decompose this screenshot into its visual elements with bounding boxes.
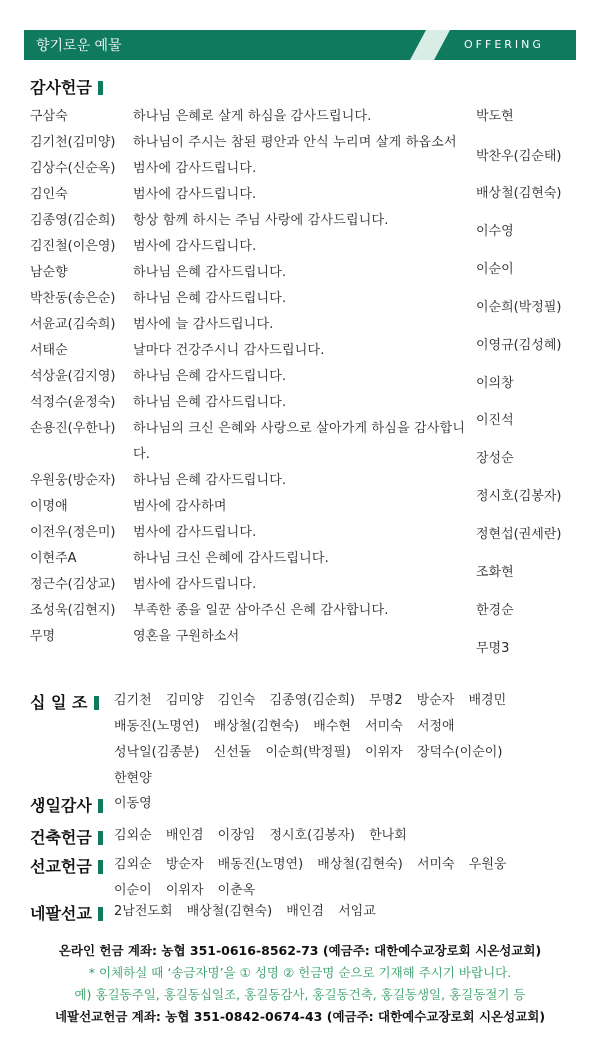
online-account: 온라인 헌금 계좌: 농협 351-0616-8562-73 (예금주: 대한예수교장로회 시온성교회): [58, 943, 542, 958]
donor-name: 이순이: [476, 262, 514, 277]
thanks-message: 하나님 크신 은혜에 감사드립니다.: [133, 551, 329, 566]
thanks-row: [30, 624, 478, 650]
member-name: 이순이: [114, 883, 152, 898]
group-title: [30, 854, 103, 877]
donor-name: 이영규(김성혜): [476, 338, 562, 353]
thanks-message: 하나님 은혜 감사드립니다.: [133, 395, 287, 410]
donor-name: 이의창: [476, 376, 514, 391]
member-name: 방순자: [416, 693, 455, 708]
member-name: 배동진(노명연): [217, 857, 304, 872]
group-title: [30, 793, 103, 816]
member-name: 김외순: [114, 828, 152, 843]
banner-divider: [410, 30, 450, 60]
thanks-row: [30, 364, 478, 390]
member-name: 김외순: [114, 857, 152, 872]
thanks-row: [30, 546, 478, 572]
thanks-row: [30, 416, 478, 468]
thanks-row: [30, 234, 478, 260]
thanks-message: 하나님 은혜 감사드립니다.: [133, 265, 287, 280]
transfer-instruction: * 이체하실 때 ‘송금자명’을 ① 성명 ② 헌금명 순으로 기재해 주시기 바랍니다.: [88, 965, 512, 980]
group-title-text: 선교헌금: [30, 857, 92, 876]
thanks-message: 범사에 감사드립니다.: [133, 187, 257, 202]
member-name: 서미숙: [365, 719, 403, 734]
thanks-row: [30, 286, 478, 312]
member-name: 우원웅: [468, 857, 507, 872]
member-name: 이동영: [114, 796, 152, 811]
member-name: 서정애: [416, 719, 455, 734]
group-names: [114, 899, 544, 925]
thanks-row: [30, 520, 478, 546]
member-name: 방순자: [165, 857, 204, 872]
donor-name: 박도현: [476, 109, 514, 124]
donor-name: 장성순: [476, 451, 514, 466]
member-name: 2남전도회: [114, 904, 173, 919]
page-subtitle: OFFERING: [464, 38, 544, 51]
section-marker-icon: [98, 831, 103, 845]
member-name: 배인겸: [286, 904, 324, 919]
member-name: 배상철(김현숙): [186, 904, 273, 919]
thanks-message: 범사에 늘 감사드립니다.: [133, 317, 274, 332]
section-marker-icon: [98, 907, 103, 921]
section-marker-icon: [98, 81, 103, 95]
donor-name: 서태순: [30, 343, 68, 358]
thanks-row: [30, 156, 478, 182]
section-marker-icon: [94, 696, 99, 710]
header-banner: [24, 30, 576, 60]
member-name: 성낙일(김종분): [114, 745, 200, 760]
section-marker-icon: [98, 860, 103, 874]
member-name: 김종영(김순희): [269, 693, 355, 708]
thanks-section-title: [30, 75, 103, 98]
thanks-message: 하나님 은혜로 살게 하심을 감사드립니다.: [133, 109, 372, 124]
thanks-message: 하나님이 주시는 참된 평안과 안식 누리며 살게 하옵소서: [133, 135, 457, 150]
member-name: 배경민: [468, 693, 507, 708]
member-name: 배상철(김현숙): [317, 857, 403, 872]
thanks-message: 하나님 은혜 감사드립니다.: [133, 473, 287, 488]
donor-name: 김상수(신순옥): [30, 161, 116, 176]
donor-name: 박찬동(송은순): [30, 291, 116, 306]
donor-name: 이전우(정은미): [30, 525, 116, 540]
transfer-example: 예) 홍길동주일, 홍길동십일조, 홍길동감사, 홍길동건축, 홍길동생일, 홍길동절기 등: [74, 987, 526, 1002]
member-name: 김인숙: [217, 693, 256, 708]
group-title-text: 십 일 조: [30, 693, 88, 712]
donor-name: 정시호(김봉자): [476, 489, 562, 504]
thanks-row: [30, 572, 478, 598]
group-names: [114, 688, 544, 792]
thanks-row: [30, 468, 478, 494]
donor-name: 박찬우(김순태): [476, 149, 562, 164]
member-name: 이장임: [217, 828, 256, 843]
group-title: [30, 690, 99, 713]
donor-name: 이명애: [30, 499, 68, 514]
donor-name: 정근수(김상교): [30, 577, 116, 592]
donor-name: 석정수(윤정숙): [30, 395, 116, 410]
donor-name: 조성욱(김현지): [30, 603, 116, 618]
member-name: 배인겸: [165, 828, 204, 843]
thanks-list: [30, 104, 478, 650]
thanks-message: 하나님 은혜 감사드립니다.: [133, 291, 287, 306]
member-name: 김미양: [165, 693, 204, 708]
account-notes: [0, 940, 600, 1028]
group-title-text: 건축헌금: [30, 828, 92, 847]
member-name: 김기천: [114, 693, 152, 708]
thanks-message: 범사에 감사하며: [133, 499, 227, 514]
thanks-row: [30, 312, 478, 338]
donor-name: 서윤교(김숙희): [30, 317, 116, 332]
member-name: 이춘옥: [217, 883, 256, 898]
thanks-row: [30, 598, 478, 624]
thanks-message: 범사에 감사드립니다.: [133, 161, 257, 176]
member-name: 이순희(박정필): [265, 745, 351, 760]
donor-name: 정현섭(권세란): [476, 527, 562, 542]
thanks-message: 범사에 감사드립니다.: [133, 239, 257, 254]
donor-name: 무명: [30, 629, 56, 644]
group-names: [114, 852, 544, 904]
member-name: 서임교: [338, 904, 376, 919]
member-name: 정시호(김봉자): [269, 828, 355, 843]
member-name: 배수현: [313, 719, 351, 734]
group-names: [114, 823, 544, 849]
member-name: 한나회: [369, 828, 407, 843]
section-marker-icon: [98, 799, 103, 813]
thanks-row: [30, 130, 478, 156]
thanks-message: 영혼을 구원하소서: [133, 629, 240, 644]
member-name: 무명2: [369, 693, 403, 708]
thanks-message: 하나님 은혜 감사드립니다.: [133, 369, 287, 384]
group-title: [30, 901, 103, 924]
donor-name: 김종영(김순희): [30, 213, 116, 228]
donor-name: 배상철(김현숙): [476, 186, 562, 201]
donor-name: 남순향: [30, 265, 68, 280]
member-name: 서미숙: [416, 857, 455, 872]
donor-name: 우원웅(방순자): [30, 473, 116, 488]
thanks-row: [30, 208, 478, 234]
thanks-row: [30, 182, 478, 208]
group-title: [30, 825, 103, 848]
member-name: 한현양: [114, 771, 152, 786]
thanks-message: 부족한 종을 일꾼 삼아주신 은혜 감사합니다.: [133, 603, 389, 618]
thanks-message: 날마다 건강주시니 감사드립니다.: [133, 343, 325, 358]
thanks-message: 항상 함께 하시는 주님 사랑에 감사드립니다.: [133, 213, 389, 228]
member-name: 신선돌: [213, 745, 252, 760]
thanks-message: 범사에 감사드립니다.: [133, 525, 257, 540]
member-name: 배상철(김현숙): [213, 719, 300, 734]
thanks-message: 하나님의 크신 은혜와 사랑으로 살아가게 하심을 감사합니다.: [133, 421, 466, 462]
thanks-row: [30, 338, 478, 364]
member-name: 장덕수(이순이): [416, 745, 503, 760]
donor-name: 손용진(우한나): [30, 421, 116, 436]
donor-name: 한경순: [476, 603, 514, 618]
donor-name: 이순희(박정필): [476, 300, 562, 315]
thanks-title-text: 감사헌금: [30, 78, 92, 97]
member-name: 배동진(노명연): [114, 719, 200, 734]
thanks-row: [30, 390, 478, 416]
member-name: 이위자: [165, 883, 204, 898]
thanks-row: [30, 260, 478, 286]
donor-name: 김인숙: [30, 187, 68, 202]
donor-name: 이현주A: [30, 551, 77, 566]
group-names: [114, 791, 544, 817]
donor-name: 무명3: [476, 641, 510, 656]
group-title-text: 네팔선교: [30, 904, 92, 923]
donor-name: 조화현: [476, 565, 514, 580]
donor-name: 이수영: [476, 224, 514, 239]
page-title: 향기로운 예물: [36, 38, 122, 54]
member-name: 이위자: [365, 745, 403, 760]
donor-name: 석상윤(김지영): [30, 369, 116, 384]
thanks-row: [30, 494, 478, 520]
donor-name: 이진석: [476, 413, 514, 428]
donor-name: 김진철(이은영): [30, 239, 116, 254]
group-title-text: 생일감사: [30, 796, 92, 815]
thanks-row: [30, 104, 478, 130]
donor-name: 김기천(김미양): [30, 135, 116, 150]
nepal-account: 네팔선교헌금 계좌: 농협 351-0842-0674-43 (예금주: 대한예수교장로회 시온성교회): [54, 1009, 546, 1024]
thanks-message: 범사에 감사드립니다.: [133, 577, 257, 592]
donor-name: 구삼숙: [30, 109, 68, 124]
